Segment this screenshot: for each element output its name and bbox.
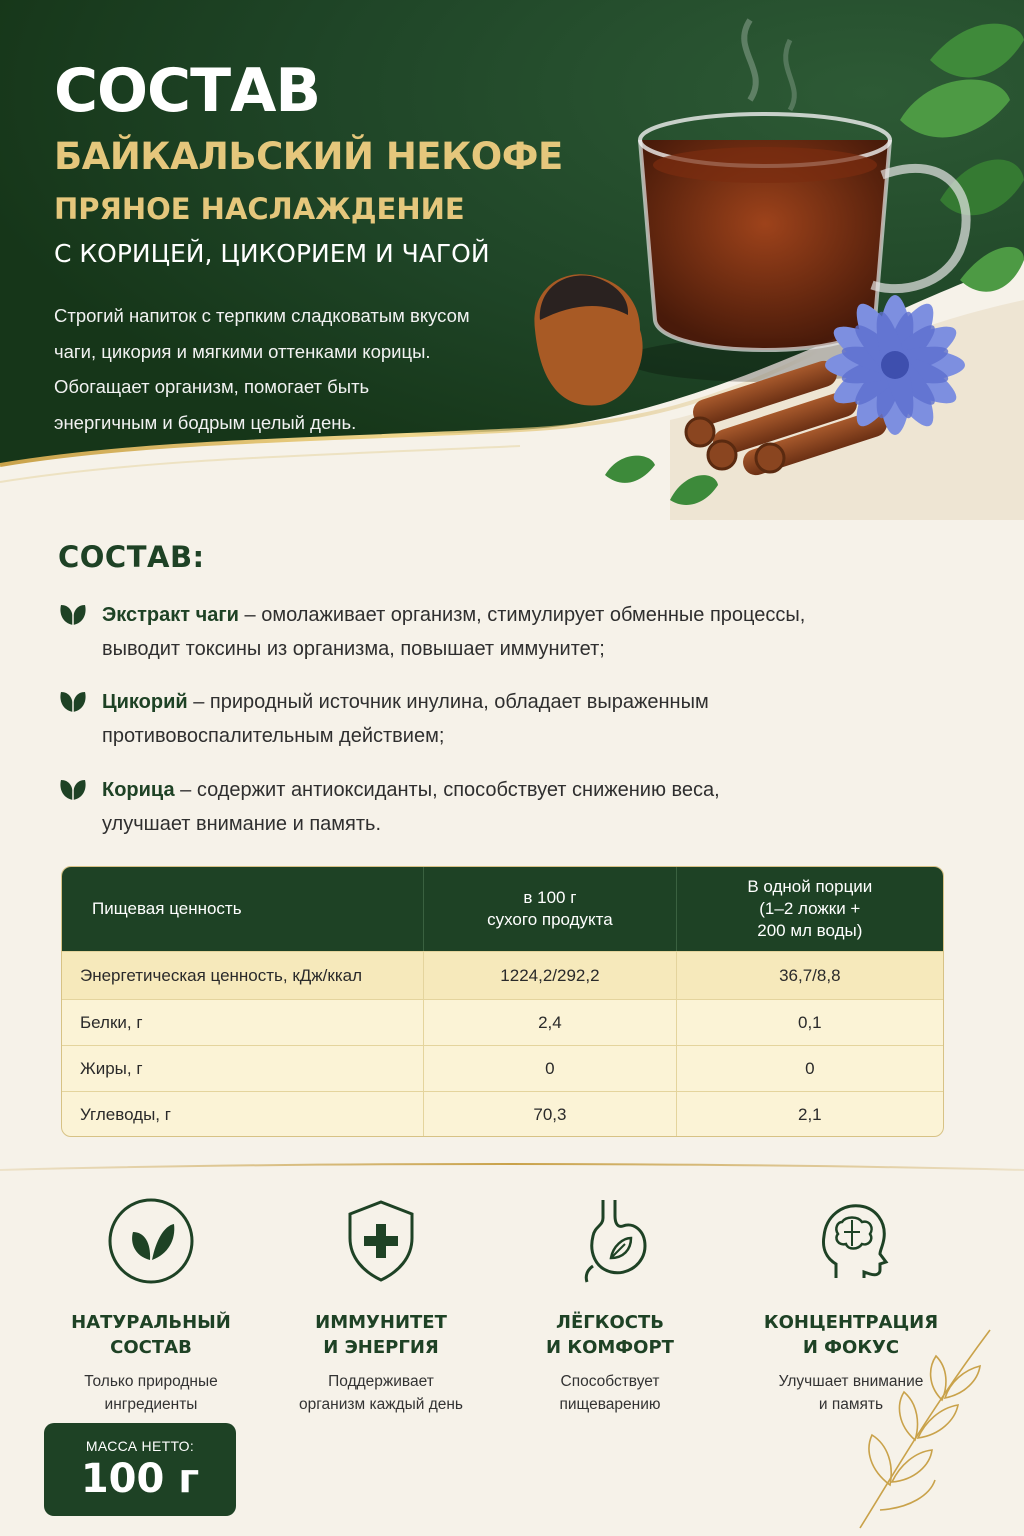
product-description: Строгий напиток с терпким сладковатым вкусом чаги, цикория и мягкими оттенками корицы. Обогащает организм, помогает быть энергичным и бодрым целый день. xyxy=(54,305,470,433)
net-weight-badge xyxy=(44,1423,236,1516)
ingredient-item: Корица – содержит антиоксиданты, способствует снижению веса, улучшает внимание и память. xyxy=(58,773,958,841)
net-weight-value: 100 г xyxy=(80,1456,200,1502)
leaf-icon xyxy=(58,688,88,714)
net-weight-label: МАССА НЕТТО: xyxy=(85,1438,195,1454)
stomach-icon xyxy=(565,1196,655,1286)
ingredient-name: Цикорий xyxy=(102,691,188,713)
chaga-mushroom xyxy=(534,274,642,405)
nutrition-table xyxy=(61,866,944,1137)
table-row: Углеводы, г 70,3 2,1 xyxy=(62,1091,943,1137)
ingredient-item: Экстракт чаги – омолаживает организм, стимулирует обменные процессы, выводит токсины из организма, повышает иммунитет; xyxy=(58,598,958,666)
composition-heading: СОСТАВ: xyxy=(58,540,205,574)
leaf-icon xyxy=(58,776,88,802)
feature-comfort: ЛЁГКОСТЬ И КОМФОРТ Способствует пищеварению xyxy=(495,1196,725,1416)
feature-immunity: ИММУНИТЕТ И ЭНЕРГИЯ Поддерживает организм каждый день xyxy=(266,1196,496,1416)
flavor-ingredients: С КОРИЦЕЙ, ЦИКОРИЕМ И ЧАГОЙ xyxy=(54,239,490,268)
leaf-circle-icon xyxy=(106,1196,196,1286)
tea-cup-illustration xyxy=(500,0,1024,520)
gold-branch-ornament-icon xyxy=(820,1320,1020,1530)
brand-name: БАЙКАЛЬСКИЙ НЕКОФЕ xyxy=(54,135,563,178)
gold-divider xyxy=(0,1160,1024,1180)
table-row: Белки, г 2,4 0,1 xyxy=(62,999,943,1045)
ingredient-name: Экстракт чаги xyxy=(102,604,239,626)
feature-focus: КОНЦЕНТРАЦИЯ И ФОКУС Улучшает внимание и память xyxy=(736,1196,966,1416)
ingredient-item: Цикорий – природный источник инулина, обладает выраженным противовоспалительным действием; xyxy=(58,685,958,753)
table-row: Энергетическая ценность, кДж/ккал 1224,2/292,2 36,7/8,8 xyxy=(62,951,943,999)
shield-plus-icon xyxy=(336,1196,426,1286)
header-per-100g: в 100 г сухого продукта xyxy=(424,867,676,951)
hero-banner xyxy=(0,0,1024,520)
flavor-name: ПРЯНОЕ НАСЛАЖДЕНИЕ xyxy=(54,192,465,226)
feature-natural: НАТУРАЛЬНЫЙ СОСТАВ Только природные ингредиенты xyxy=(36,1196,266,1416)
page-title: СОСТАВ xyxy=(54,56,321,126)
ingredient-name: Корица xyxy=(102,779,175,801)
leaf-icon xyxy=(58,601,88,627)
header-per-serving: В одной порции (1–2 ложки + 200 мл воды) xyxy=(747,877,873,940)
table-header xyxy=(62,867,943,951)
table-row: Жиры, г 0 0 xyxy=(62,1045,943,1091)
brain-head-icon xyxy=(806,1196,896,1286)
header-nutrition-value: Пищевая ценность xyxy=(62,867,424,951)
